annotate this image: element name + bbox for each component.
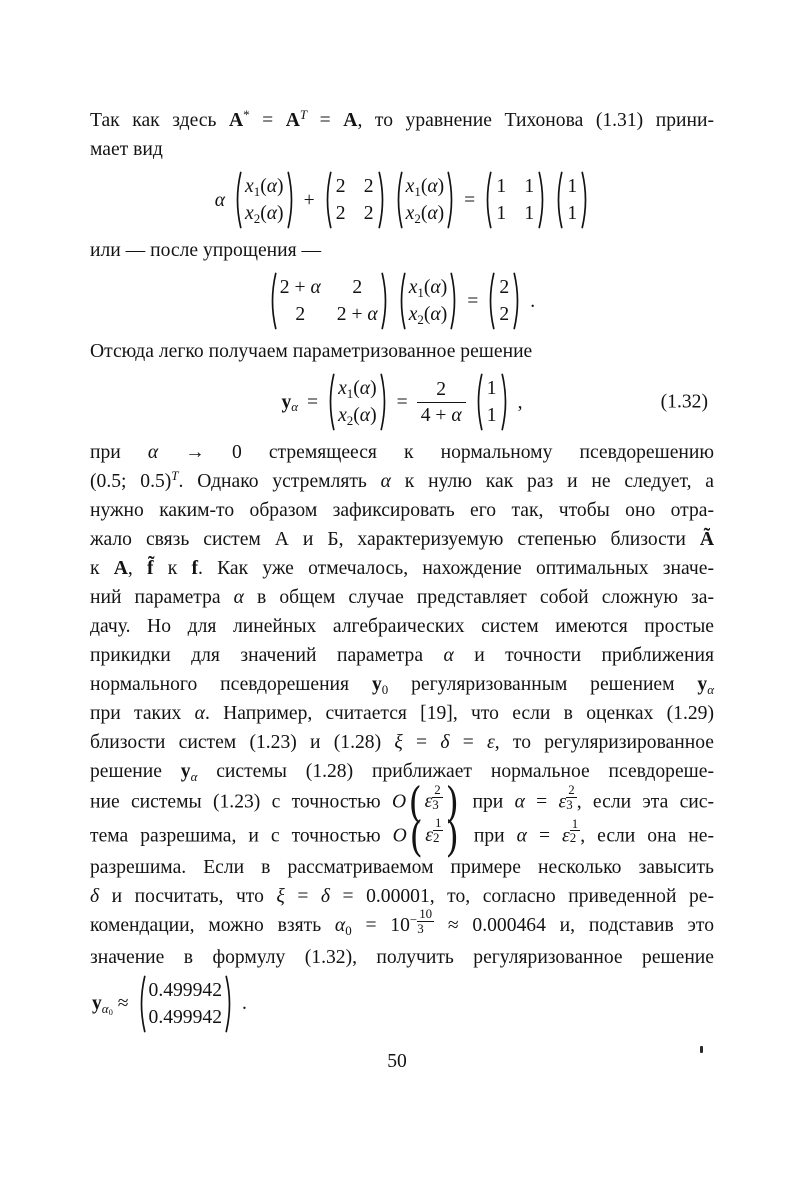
text-line: мает вид xyxy=(90,139,163,160)
equals-operator: = xyxy=(467,290,479,312)
text-line: комендации, можно взять $\alpha 0 = 10^{- \frac{10}{3}}$ ≈ 0.000464 и, подставив это xyxy=(90,905,714,939)
text-line: к A, f̃ к f. Как уже отмечалось, нахождение оптимальных значе- xyxy=(90,558,714,579)
comma: , xyxy=(517,391,523,413)
text-line: значение в формулу (1.32), получить регуляризованное решение xyxy=(90,946,714,968)
y-alpha0-lhs: yα0 ≈ xyxy=(92,993,129,1018)
matrix-2-plus-alpha: 2 + α 2 2 2 + α xyxy=(268,272,390,330)
text-line: ний параметра α в общем случае представляет собой сложную за- xyxy=(90,587,714,608)
vector-x-alpha: x1(α) x2(α) xyxy=(394,171,457,229)
plus-operator: + xyxy=(303,189,315,211)
vector-x-alpha: x1(α) x2(α) xyxy=(233,171,296,229)
vector-rhs-twos: 2 2 xyxy=(486,272,522,330)
vector-x-alpha: x1(α) x2(α) xyxy=(326,373,389,431)
text-line: решение yα системы (1.28) приближает нормальное псевдореше- xyxy=(90,761,714,784)
text-line: ние системы (1.23) с точностью O ( ε $^{\frac{2}{3}}$ ) при α = ε $^{\frac{2}{3}}$ , если эта сис- xyxy=(90,778,714,827)
vector-x-alpha: x1(α) x2(α) xyxy=(397,272,460,330)
equals-operator: = xyxy=(396,391,408,413)
equation-final-solution xyxy=(90,975,714,1033)
scan-artifact xyxy=(700,1046,703,1053)
matrix-2x2-twos: 2 2 2 2 xyxy=(323,171,387,229)
equals-operator: = xyxy=(464,189,476,211)
text-line: тема разрешима, и с точностью O ( ε $^{\frac{1}{2}}$ ) при α = ε $^{\frac{1}{2}}$ , если она не- xyxy=(90,811,714,861)
fraction-2-over-4-plus-alpha xyxy=(417,377,466,428)
text-line: близости систем (1.23) и (1.28) ξ = δ = ε, то регуляризированное xyxy=(90,732,714,753)
text-line: разрешима. Если в рассматриваемом примере несколько завысить xyxy=(90,857,714,879)
vector-solution: 0.499942 0.499942 xyxy=(137,975,234,1033)
paragraph-intro xyxy=(90,106,714,164)
connector-line: или — после упрощения — xyxy=(90,240,322,261)
text-line: дачу. Но для линейных алгебраических систем имеются простые xyxy=(90,616,714,637)
period: . xyxy=(242,993,247,1015)
equals-operator: = xyxy=(307,391,319,413)
fraction-numerator: 2 xyxy=(417,377,466,403)
fraction-denominator: 4 + α xyxy=(420,404,462,426)
equation-simplified xyxy=(90,272,714,330)
text-line: при таких α. Например, считается [19], что если в оценках (1.29) xyxy=(90,703,714,724)
matrix-2x2-ones: 1 1 1 1 xyxy=(483,171,547,229)
y-alpha-lhs: yα xyxy=(281,391,299,415)
vector-ones: 1 1 xyxy=(474,373,510,431)
text-line: нужно каким-то образом зафиксировать его так, чтобы оно отра- xyxy=(90,500,714,521)
text-line: жало связь систем А и Б, характеризуемую степенью близости Ã xyxy=(90,529,714,550)
text-line: прикидки для значений параметра α и точности приближения xyxy=(90,645,714,666)
page-number: 50 xyxy=(387,1051,407,1072)
text-line: при α → 0 стремящееся к нормальному псевдорешению xyxy=(90,442,715,463)
text-line: δ и посчитать, что ξ = δ = 0.00001, то, согласно приведенной ре- xyxy=(90,886,714,908)
text-line: (0.5; 0.5)$^T$. Однако устремлять α к нулю как раз и не следует, а xyxy=(90,467,714,492)
period: . xyxy=(530,290,536,312)
alpha-coefficient: α xyxy=(214,189,226,211)
text-line: нормального псевдорешения y0 регуляризованным решением yα xyxy=(90,674,715,697)
connector-line: Отсюда легко получаем параметризованное решение xyxy=(90,341,533,362)
equation-tikhonov-expanded xyxy=(90,171,714,229)
text-line: Так как здесь $A^* = A^T = A$, то уравнение Тихонова (1.31) прини- xyxy=(90,106,714,131)
vector-ones: 1 1 xyxy=(554,171,590,229)
equation-number: (1.32) xyxy=(660,391,708,413)
equation-1-32 xyxy=(90,373,714,431)
paragraph-main xyxy=(90,438,714,972)
text-block xyxy=(90,106,714,1033)
